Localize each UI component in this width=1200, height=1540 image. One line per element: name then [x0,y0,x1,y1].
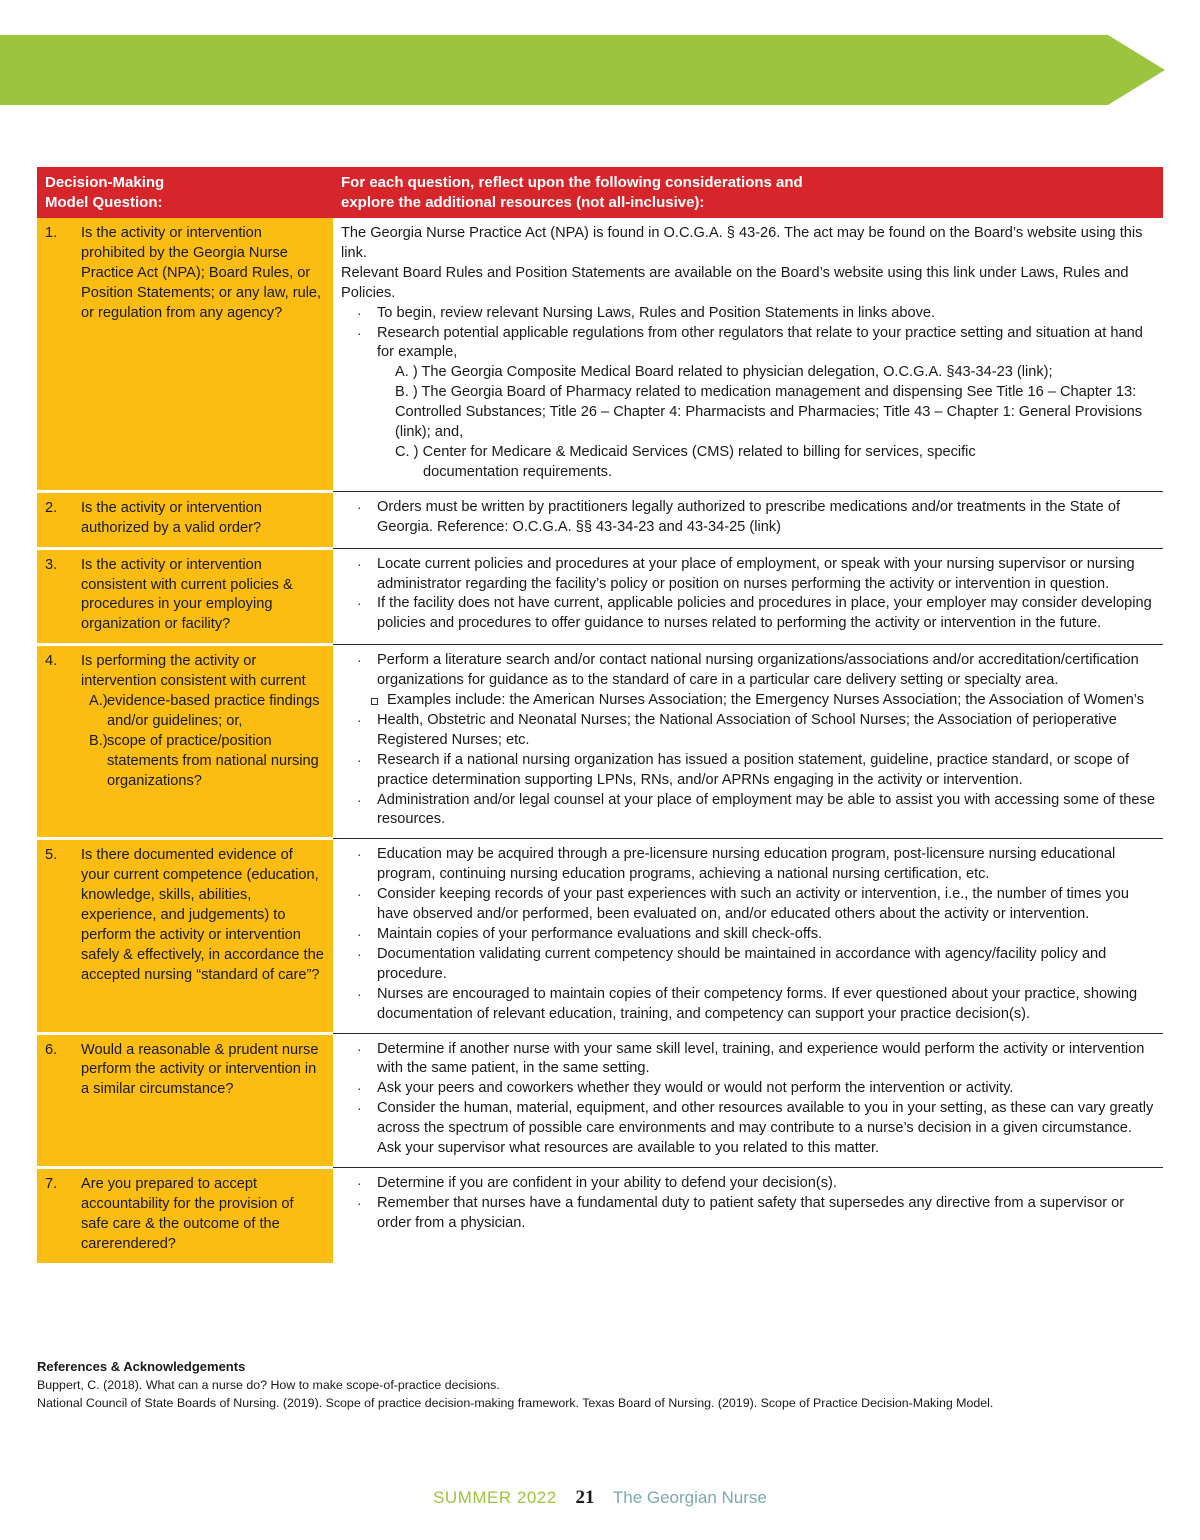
list-item: · Consider the human, material, equipment, and other resources available to you in your setting, as these can vary greatly across the spectrum of possible care environments and may contribute to a nurse’s decision in a given circumstance. Ask your supervisor what resources are available to you related to this matter. [341,1099,1159,1159]
list-item: · To begin, review relevant Nursing Laws, Rules and Position Statements in links above. [341,304,1159,324]
table-row [37,548,1163,645]
sub-item-b: B. ) The Georgia Board of Pharmacy related to medication management and dispensing See Title 16 – Chapter 13: Controlled Substances; Title 26 – Chapter 4: Pharmacists and Pharmacies; Title 43 – Chapter 1: General Provisions (link); and, [395,384,1143,441]
list-item: · Orders must be written by practitioners legally authorized to prescribe medications and/or treatments in the State of Georgia. Reference: O.C.G.A. §§ 43-34-23 and 43-34-25 (link) [341,498,1159,538]
considerations-cell [333,548,1163,645]
list-item: · Education may be acquired through a pre-licensure nursing education program, post-licensure nursing educational program, continuing nursing education programs, achieving a national nursing certification, etc. [341,845,1159,885]
bullet-list [341,555,1159,635]
bullet-list [341,498,1159,538]
header-col2-line1: For each question, reflect upon the following considerations and [341,174,803,191]
list-item: · Research if a national nursing organization has issued a position statement, guideline, practice standard, or scope of practice determination supporting LPNs, RNs, and/or APRNs engaging in the activity or intervention. [341,751,1159,791]
header-col1-line2: Model Question: [45,194,163,211]
header-col2-line2: explore the additional resources (not all-inclusive): [341,194,705,211]
sub-item-c-continued: documentation requirements. [423,463,613,480]
list-item: · Remember that nurses have a fundamental duty to patient safety that supersedes any directive from a supervisor or order from a physician. [341,1194,1159,1234]
magazine-title: The Georgian Nurse [612,1488,767,1507]
bullet-list [341,845,1159,1024]
question-cell [37,548,333,645]
page-number: 21 [575,1487,595,1508]
table-row [37,1033,1163,1167]
table-row [37,645,1163,839]
list-item: · Administration and/or legal counsel at your place of employment may be able to assist you with accessing some of these resources. [341,791,1159,831]
considerations-cell [333,218,1163,491]
list-item: · Documentation validating current competency should be maintained in accordance with agency/facility policy and procedure. [341,945,1159,985]
board-rules-paragraph: Relevant Board Rules and Position Statements are available on the Board’s website using this link under Laws, Rules and Policies. [341,264,1129,301]
sub-text: evidence-based practice findings and/or guidelines; or, [107,693,320,729]
question-text: Is performing the activity or intervention consistent with current [81,653,306,690]
question-text: Are you prepared to accept accountability for the provision of safe care & the outcome of the carerendered? [81,1175,294,1252]
list-item [341,324,1159,483]
list-item: · Determine if another nurse with your same skill level, training, and experience would perform the activity or intervention with the same patient, in the same setting. [341,1040,1159,1080]
header-col1-line1: Decision-Making [45,174,165,191]
issue-season: SUMMER 2022 [433,1488,557,1507]
question-number: 3. [45,556,58,573]
reference-line: National Council of State Boards of Nursing. (2019). Scope of practice decision-making framework. Texas Board of Nursing. (2019). Scope of Practice Decision-Making Model. [37,1396,994,1410]
list-item: · Consider keeping records of your past experiences with such an activity or intervention, i.e., the number of times you have observed and/or performed, been evaluated on, and/or educated others about the activity or intervention. [341,885,1159,925]
question-text: Is the activity or intervention authorized by a valid order? [81,499,262,536]
question-text: Is the activity or intervention consistent with current policies & procedures in your employing organization or facility? [81,556,293,633]
sub-list [377,363,1159,482]
considerations-cell [333,1167,1163,1262]
decision-making-table [37,167,1163,1263]
header-question-column [37,167,333,218]
question-number: 5. [45,847,58,864]
question-cell [37,1167,333,1262]
page-footer [0,1486,1200,1510]
question-number: 4. [45,653,58,670]
sub-text: scope of practice/position statements from national nursing organizations? [107,732,319,789]
sub-letter: A.) [89,693,108,710]
table-row [37,1167,1163,1262]
reference-line: Buppert, C. (2018). What can a nurse do? How to make scope-of-practice decisions. [37,1378,500,1392]
question-number: 2. [45,499,58,516]
question-number: 6. [45,1041,58,1058]
bullet-list [341,651,1159,691]
question-cell [37,645,333,839]
question-cell [37,218,333,491]
sub-letter: B.) [89,732,108,749]
bullet-list [341,711,1159,830]
list-item: · Locate current policies and procedures at your place of employment, or speak with your nursing supervisor or nursing administrator regarding the facility’s policy or position on nurses performing the activity or intervention in question. [341,555,1159,595]
table-row [37,491,1163,548]
considerations-cell [333,1033,1163,1167]
question-cell [37,839,333,1033]
question-text: Is the activity or intervention prohibited by the Georgia Nurse Practice Act (NPA); Board Rules, or Position Statements; or any law, rule, or regulation from any agency? [81,225,322,321]
list-item: · Nurses are encouraged to maintain copies of their competency forms. If ever questioned about your practice, showing documentation of relevant education, training, and competency can support your practice decision(s). [341,985,1159,1025]
header-banner [0,35,1165,105]
table-header-row [37,167,1163,218]
list-item: · Maintain copies of your performance evaluations and skill check-offs. [341,925,1159,945]
question-text-block [81,652,325,791]
references-section [37,1358,1167,1412]
list-item-text: Research potential applicable regulations from other regulators that relate to your practice setting and situation at hand for example, [377,324,1143,361]
question-sub-b [81,732,325,792]
considerations-cell [333,645,1163,839]
sub-item-a: A. ) The Georgia Composite Medical Board related to physician delegation, O.C.G.A. §43-34-23 (link); [395,364,1053,381]
square-bullet-item: Examples include: the American Nurses Association; the Emergency Nurses Association; the Association of Women’s [359,691,1159,711]
question-text: Would a reasonable & prudent nurse perform the activity or intervention in a similar circumstance? [81,1041,319,1098]
question-number: 1. [45,225,58,241]
list-item: · Health, Obstetric and Neonatal Nurses; the National Association of School Nurses; the Association of perioperative Registered Nurses; etc. [341,711,1159,751]
list-item: · Ask your peers and coworkers whether they would or would not perform the intervention or activity. [341,1079,1159,1099]
list-item: · Determine if you are confident in your ability to defend your decision(s). [341,1174,1159,1194]
bullet-list [341,304,1159,483]
banner-arrow-shape [0,35,1165,105]
question-number: 7. [45,1175,58,1192]
considerations-cell [333,491,1163,548]
question-cell [37,491,333,548]
question-sub-a [81,692,325,732]
question-cell [37,1033,333,1167]
sub-item-c: C. ) Center for Medicare & Medicaid Services (CMS) related to billing for services, specific [395,443,976,460]
sub-list [341,691,1159,711]
bullet-list [341,1174,1159,1234]
list-item: · Perform a literature search and/or contact national nursing organizations/associations and/or accreditation/certification organizations for guidance as to the standard of care in a particular care delivery setting or specialty area. [341,651,1159,691]
table-row [37,839,1163,1033]
references-title: References & Acknowledgements [37,1359,246,1374]
table-row [37,218,1163,491]
list-item: · If the facility does not have current, applicable policies and procedures in place, your employer may consider developing policies and procedures to offer guidance to nurses related to performing the activity or intervention in the future. [341,594,1159,634]
npa-paragraph: The Georgia Nurse Practice Act (NPA) is found in O.C.G.A. § 43-26. The act may be found on the Board’s website using this link. [341,225,1143,261]
question-text: Is there documented evidence of your current competence (education, knowledge, skills, abilities, experience, and judgements) to perform the activity or intervention safely & effectively, in accordance the accepted nursing “standard of care”? [81,847,324,983]
considerations-cell [333,839,1163,1033]
header-considerations-column [333,167,1163,218]
bullet-list [341,1040,1159,1159]
